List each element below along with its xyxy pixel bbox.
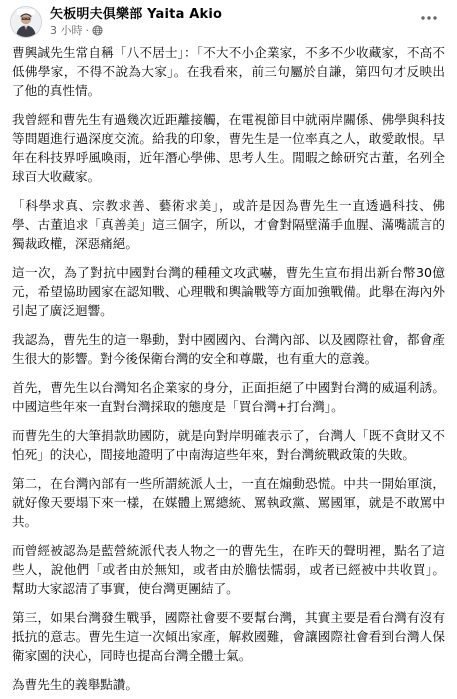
post-paragraph-2: 我曾經和曹先生有過幾次近距離接觸，在電視節目中就兩岸關係、佛學與科技等問題進行過深度交流。給我的印象，曹先生是一位率真之人，敢愛敢恨。早年在科技界呼風喚雨，近年潛心學佛、思考人生。閒暇之餘研究古董，名列全球百大收藏家。 xyxy=(12,112,445,184)
post-paragraph-8: 第二，在台灣內部有一些所謂統派人士，一直在煽動恐慌。中共一開始軍演，就好像天要塌下來一樣，在媒體上罵總統、罵執政黨、罵國軍，就是不敢罵中共。 xyxy=(12,476,445,529)
post-body xyxy=(12,43,445,694)
more-options-button[interactable] xyxy=(417,6,441,30)
post-paragraph-10: 第三，如果台灣發生戰爭，國際社會要不要幫台灣，其實主要是看台灣有沒有抵抗的意志。曹先生這一次傾出家產，解救國難，會讓國際社會看到台灣人保衛家園的決心，同時也提高台灣全體士氣。 xyxy=(12,610,445,663)
post-paragraph-1: 曹興誠先生常自稱「八不居士」：「不大不小企業家，不多不少收藏家，不高不低佛學家，不得不說為大家」。在我看來，前三句屬於自謙，第四句才反映出了他的真性情。 xyxy=(12,45,445,98)
post-timestamp[interactable]: 3 小時 xyxy=(50,23,83,37)
post-paragraph-7: 而曹先生的大筆捐款助國防，就是向對岸明確表示了，台灣人「既不貪財又不怕死」的決心，間接地證明了中南海這些年來，對台灣統戰政策的失敗。 xyxy=(12,428,445,462)
profile-photo-avatar[interactable] xyxy=(10,6,42,38)
page-name-link[interactable]: 矢板明夫俱樂部 Yaita Akio xyxy=(50,7,223,23)
post-subline xyxy=(50,24,222,37)
post-paragraph-5: 我認為，曹先生的這一舉動，對中國國內、台灣內部、以及國際社會，都會產生很大的影響。對今後保衛台灣的安全和尊嚴，也有重大的意義。 xyxy=(12,332,445,366)
more-horizontal-icon xyxy=(421,16,437,20)
post-paragraph-3: 「科學求真、宗教求善、藝術求美」，或許是因為曹先生一直透過科技、佛學、古董追求「真善美」這三個字，所以，才會對隔壁滿手血腥、滿嘴謊言的獨裁政權，深惡痛絕。 xyxy=(12,198,445,251)
separator-dot: · xyxy=(85,23,89,37)
post-paragraph-11: 為曹先生的義舉點讚。 xyxy=(12,677,138,692)
post-paragraph-6: 首先，曹先生以台灣知名企業家的身分，正面拒絕了中國對台灣的威逼利誘。中國這些年來一直對台灣採取的態度是「買台灣+打台灣」。 xyxy=(12,380,445,414)
post-meta xyxy=(50,7,222,37)
avatar-portrait-icon xyxy=(11,7,41,37)
post-paragraph-4: 這一次，為了對抗中國對台灣的種種文攻武嚇，曹先生宣布捐出新台幣30億元，希望協助國家在認知戰、心理戰和輿論戰等方面加強戰備。此舉在海內外引起了廣泛迴響。 xyxy=(12,265,445,318)
globe-icon[interactable] xyxy=(92,25,103,36)
post-header xyxy=(12,0,445,42)
post-paragraph-9: 而曾經被認為是藍營統派代表人物之一的曹先生，在昨天的聲明裡，點名了這些人，說他們「或者由於無知，或者由於膽怯懦弱，或者已經被中共收買」。幫助大家認清了事實，使台灣更團結了。 xyxy=(12,543,445,596)
